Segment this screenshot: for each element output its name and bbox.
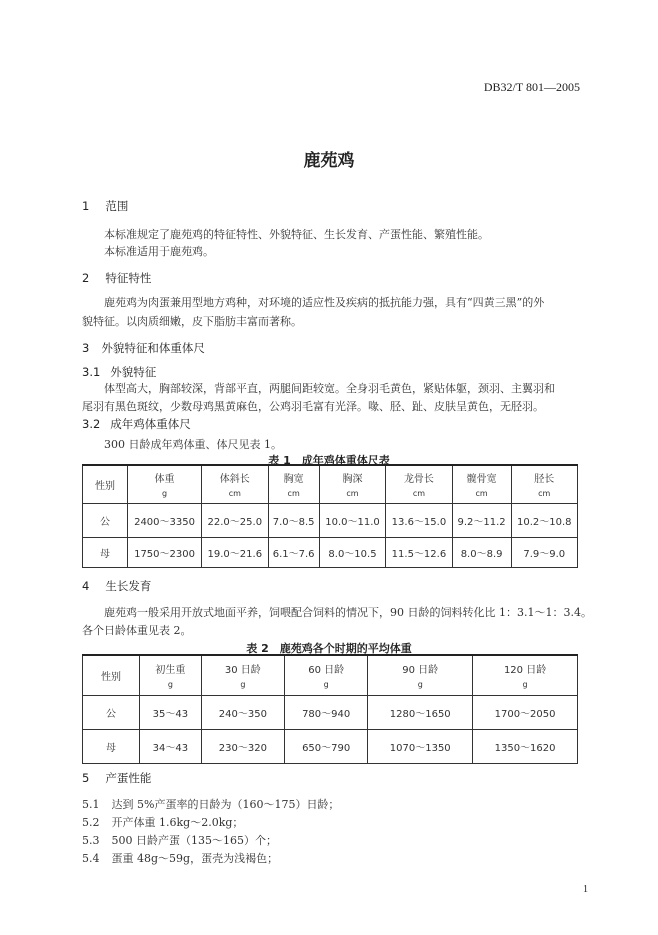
section-2-line-1: 鹿苑鸡为肉蛋兼用型地方鸡种，对环境的适应性及疾病的抵抗能力强，具有“四黄三黑”的外 — [104, 296, 545, 309]
section-5-heading: 5 产蛋性能 — [82, 771, 152, 785]
table-cell: 1280～1650 — [368, 695, 473, 729]
section-2-heading: 2 特征特性 — [82, 271, 152, 285]
table-cell: 11.5～12.6 — [386, 537, 452, 567]
header-cell: 胸宽 cm — [268, 465, 319, 503]
table-row — [83, 503, 578, 537]
sex-cell: 公 — [83, 695, 140, 729]
table-cell: 22.0～25.0 — [202, 503, 268, 537]
list-item: 5.1 达到 5%产蛋率的日龄为（160～175）日龄； — [82, 798, 340, 811]
section-4-line-2: 各个日龄体重见表 2。 — [82, 624, 192, 637]
table-cell: 34～43 — [140, 729, 202, 763]
sex-cell: 母 — [83, 729, 140, 763]
sex-cell: 母 — [83, 537, 128, 567]
table-2-caption: 表 2 鹿苑鸡各个时期的平均体重 — [246, 642, 412, 655]
table-cell: 7.0～8.5 — [268, 503, 319, 537]
table-1 — [82, 464, 578, 568]
table-cell: 1700～2050 — [473, 695, 578, 729]
table-cell: 35～43 — [140, 695, 202, 729]
header-cell: 30 日龄 g — [201, 655, 284, 695]
table-cell: 2400～3350 — [128, 503, 202, 537]
header-cell: 体重 g — [128, 465, 202, 503]
section-3-2-heading: 3.2 成年鸡体重体尺 — [82, 417, 191, 431]
header-cell: 体斜长 cm — [202, 465, 268, 503]
table-row — [83, 729, 578, 763]
document-code: DB32/T 801—2005 — [483, 80, 580, 94]
section-3-1-line-2: 尾羽有黑色斑纹，少数母鸡黑黄麻色，公鸡羽毛富有光泽。喙、胫、趾、皮肤呈黄色，无胫羽。 — [82, 400, 544, 413]
page-title: 鹿苑鸡 — [303, 151, 355, 171]
header-cell: 初生重 g — [140, 655, 202, 695]
header-cell: 髋骨宽 cm — [452, 465, 511, 503]
section-1-heading: 1 范围 — [82, 199, 129, 213]
table-row — [83, 695, 578, 729]
header-cell: 120 日龄 g — [473, 655, 578, 695]
page-number: 1 — [583, 884, 588, 895]
table-cell: 13.6～15.0 — [386, 503, 452, 537]
table-cell: 1750～2300 — [128, 537, 202, 567]
list-item: 5.2 开产体重 1.6kg～2.0kg； — [82, 816, 244, 829]
section-3-heading: 3 外貌特征和体重体尺 — [82, 341, 205, 355]
table-cell: 19.0～21.6 — [202, 537, 268, 567]
section-4-heading: 4 生长发育 — [82, 579, 152, 593]
sex-cell: 公 — [83, 503, 128, 537]
header-sex: 性别 — [83, 655, 140, 695]
section-1-line-1: 本标准规定了鹿苑鸡的特征特性、外貌特征、生长发育、产蛋性能、繁殖性能。 — [104, 228, 489, 241]
table-cell: 6.1～7.6 — [268, 537, 319, 567]
table-header-row — [83, 465, 578, 503]
list-item: 5.3 500 日龄产蛋（135～165）个； — [82, 834, 277, 847]
section-3-1-line-1: 体型高大，胸部较深，背部平直，两腿间距较宽。全身羽毛黄色，紧贴体躯，颈羽、主翼羽和 — [104, 382, 555, 395]
table-cell: 8.0～8.9 — [452, 537, 511, 567]
section-2-line-2: 貌特征。以肉质细嫩，皮下脂肪丰富而著称。 — [82, 315, 302, 328]
table-cell: 240～350 — [201, 695, 284, 729]
table-cell: 8.0～10.5 — [319, 537, 385, 567]
table-cell: 10.2～10.8 — [511, 503, 577, 537]
section-1-line-2: 本标准适用于鹿苑鸡。 — [104, 245, 214, 258]
table-cell: 1070～1350 — [368, 729, 473, 763]
table-1-caption: 表 1 成年鸡体重体尺表 — [268, 454, 390, 467]
header-cell: 胫长 cm — [511, 465, 577, 503]
table-2 — [82, 654, 578, 764]
section-4-line-1: 鹿苑鸡一般采用开放式地面平养，饲喂配合饲料的情况下，90 日龄的饲料转化比 1：3.1～1：3.4。 — [104, 606, 592, 619]
header-cell: 龙骨长 cm — [386, 465, 452, 503]
list-item: 5.4 蛋重 48g～59g，蛋壳为浅褐色； — [82, 852, 279, 865]
table-row — [83, 537, 578, 567]
table-cell: 780～940 — [285, 695, 368, 729]
table-cell: 7.9～9.0 — [511, 537, 577, 567]
section-3-2-line: 300 日龄成年鸡体重、体尺见表 1。 — [104, 438, 282, 451]
table-cell: 650～790 — [285, 729, 368, 763]
table-cell: 1350～1620 — [473, 729, 578, 763]
header-cell: 60 日龄 g — [285, 655, 368, 695]
table-cell: 10.0～11.0 — [319, 503, 385, 537]
table-cell: 230～320 — [201, 729, 284, 763]
header-cell: 胸深 cm — [319, 465, 385, 503]
table-header-row — [83, 655, 578, 695]
table-cell: 9.2～11.2 — [452, 503, 511, 537]
section-3-1-heading: 3.1 外貌特征 — [82, 365, 157, 379]
header-cell: 90 日龄 g — [368, 655, 473, 695]
header-sex: 性别 — [83, 465, 128, 503]
